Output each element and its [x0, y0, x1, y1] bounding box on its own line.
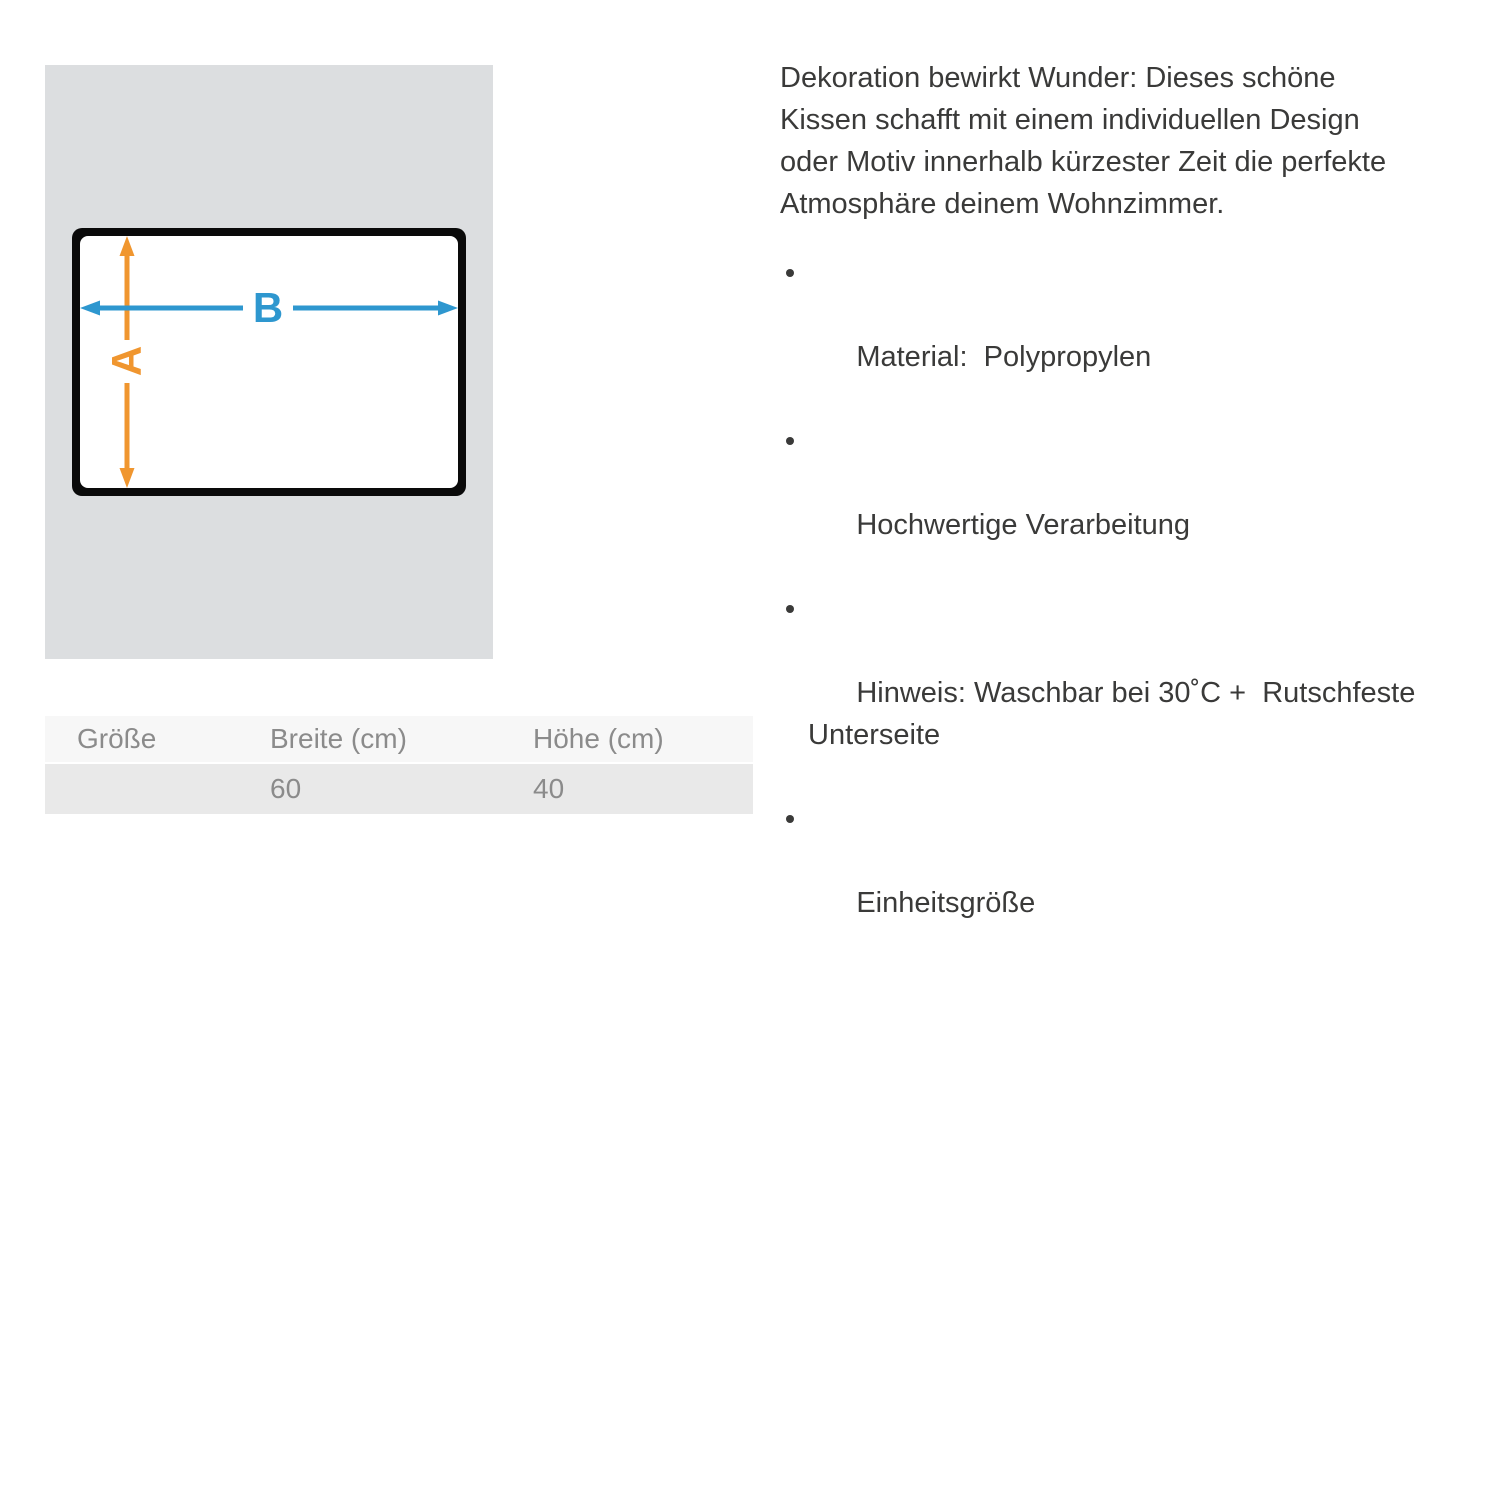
- feature-list: [780, 252, 1424, 966]
- column-header-breite: Breite (cm): [270, 723, 407, 754]
- cell-hoehe: 40: [533, 773, 565, 804]
- arrow-b-head-left: [80, 301, 100, 316]
- width-dimension-label: B: [252, 284, 284, 331]
- size-table: [45, 716, 753, 814]
- description-paragraph: Dekoration bewirkt Wunder: Dieses schöne Kissen schafft mit einem individuellen Design oder Motiv innerhalb kürzester Zeit die perfekte Atmosphäre deinem Wohnzimmer.: [780, 62, 1393, 220]
- size-table-header-row: [45, 716, 753, 764]
- feature-item-care: [780, 588, 1424, 798]
- feature-item-material: [780, 252, 1420, 420]
- bullet-dot-icon: [786, 437, 794, 445]
- feature-item-size: [780, 798, 1420, 966]
- size-table-data-row: [45, 764, 753, 814]
- size-diagram-panel: [45, 65, 493, 659]
- height-dimension-label: A: [103, 345, 150, 377]
- arrow-a-head-bottom: [120, 468, 135, 488]
- column-header-groesse: Größe: [77, 723, 157, 754]
- bullet-dot-icon: [786, 605, 794, 613]
- product-description: [780, 57, 1424, 966]
- cell-breite: 60: [270, 773, 302, 804]
- bullet-dot-icon: [786, 269, 794, 277]
- arrow-a-head-top: [120, 236, 135, 256]
- feature-item-quality: [780, 420, 1420, 588]
- bullet-dot-icon: [786, 815, 794, 823]
- column-header-hoehe: Höhe (cm): [533, 723, 664, 754]
- feature-item-label: Material: Polypropylen: [856, 341, 1152, 373]
- arrow-b-head-right: [438, 301, 458, 316]
- feature-item-label: Hochwertige Verarbeitung: [856, 509, 1191, 541]
- feature-item-label: Hinweis: Waschbar bei 30˚C + Rutschfeste Unterseite: [808, 677, 1424, 751]
- feature-item-label: Einheitsgröße: [856, 887, 1036, 919]
